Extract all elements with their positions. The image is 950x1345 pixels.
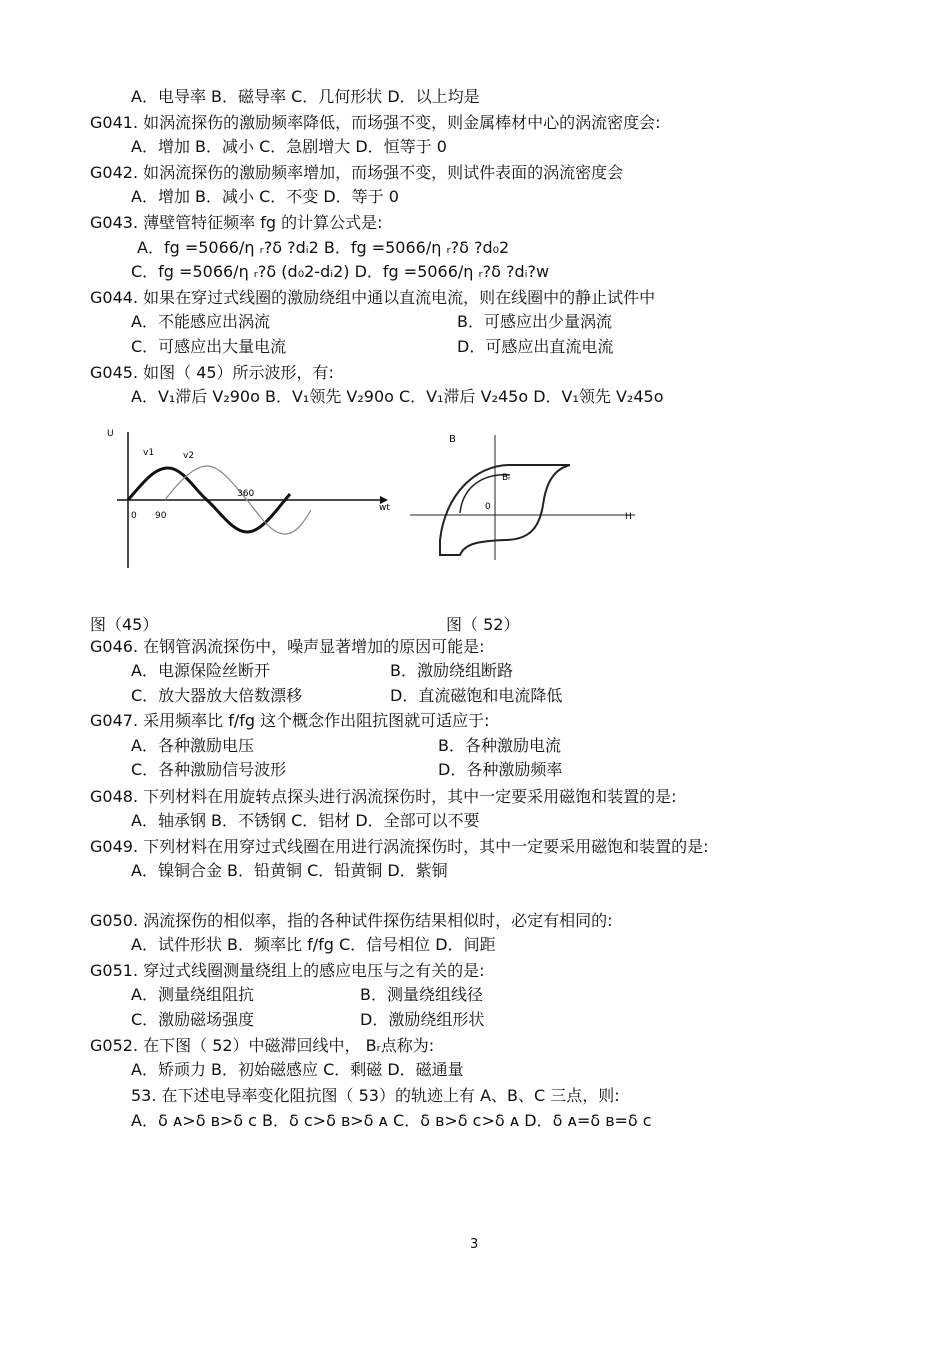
options-g050: A．试件形状 B．频率比 f/fg C．信号相位 D．间距	[131, 935, 496, 954]
options-53: A．δ ᴀ>δ ʙ>δ ᴄ B．δ ᴄ>δ ʙ>δ ᴀ C．δ ʙ>δ ᴄ>δ ᴀ D．δ ᴀ=δ ʙ=δ ᴄ	[131, 1111, 652, 1130]
question-g052: G052. 在下图（ 52）中磁滞回线中， Bᵣ点称为:	[90, 1036, 435, 1055]
question-g047: G047. 采用频率比 f/fg 这个概念作出阻抗图就可适应于:	[90, 711, 490, 730]
br-label: Bᵣ	[502, 473, 511, 483]
option-d: D．可感应出直流电流	[457, 337, 614, 356]
b-label: B	[449, 434, 456, 445]
question-g045: G045. 如图（ 45）所示波形，有:	[90, 363, 334, 382]
h-label: H	[625, 512, 632, 522]
question-g046: G046. 在钢管涡流探伤中，噪声显著增加的原因可能是:	[90, 637, 485, 656]
option-b: B．各种激励电流	[438, 736, 561, 755]
options-g045: A．V₁滞后 V₂90o B．V₁领先 V₂90o C．V₁滞后 V₂45o D．V₁领先 V₂45o	[131, 387, 664, 406]
origin-label: 0	[485, 502, 491, 512]
question-g044: G044. 如果在穿过式线圈的激励绕组中通以直流电流，则在线圈中的静止试件中	[90, 288, 656, 307]
options-g048: A．轴承钢 B．不锈钢 C．铝材 D．全部可以不要	[131, 811, 480, 830]
v2-label: v2	[183, 451, 195, 461]
option-b: B．可感应出少量涡流	[457, 312, 612, 331]
three-sixty-label: 360	[237, 489, 255, 499]
figure-45-waveform	[95, 420, 395, 570]
question-g048: G048. 下列材料在用旋转点探头进行涡流探伤时，其中一定要采用磁饱和装置的是:	[90, 787, 677, 806]
option-c: C．可感应出大量电流	[131, 337, 287, 356]
wt-label: wt	[379, 503, 390, 513]
option-a: A．电源保险丝断开	[131, 661, 270, 680]
options-g043-cd: C．fg =5066/η ᵣ?δ (d₀2-dᵢ2) D．fg =5066/η ᵣ?δ ?dᵢ?w	[131, 262, 550, 281]
question-g050: G050. 涡流探伤的相似率，指的各种试件探伤结果相似时，必定有相同的:	[90, 911, 613, 930]
text-line: A．电导率 B．磁导率 C．几何形状 D．以上均是	[131, 87, 480, 106]
options-g052: A．矫顽力 B．初始磁感应 C．剩磁 D．磁通量	[131, 1060, 464, 1079]
v1-label: v1	[143, 448, 155, 458]
question-g049: G049. 下列材料在用穿过式线圈在用进行涡流探伤时，其中一定要采用磁饱和装置的是:	[90, 837, 709, 856]
page-number: 3	[470, 1237, 479, 1252]
zero-label: 0	[131, 511, 137, 521]
option-c: C．放大器放大倍数漂移	[131, 686, 303, 705]
option-a: A．不能感应出涡流	[131, 312, 270, 331]
question-g043: G043. 薄壁管特征频率 fg 的计算公式是:	[90, 213, 383, 232]
question-g051: G051. 穿过式线圈测量绕组上的感应电压与之有关的是:	[90, 961, 485, 980]
option-c: C．各种激励信号波形	[131, 760, 287, 779]
option-b: B．测量绕组线径	[360, 985, 483, 1004]
options-g049: A．镍铜合金 B．铅黄铜 C．铅黄铜 D．紫铜	[131, 861, 448, 880]
question-g042: G042. 如涡流探伤的激励频率增加，而场强不变，则试件表面的涡流密度会	[90, 163, 624, 182]
options-g041: A．增加 B．减小 C．急剧增大 D．恒等于 0	[131, 137, 447, 156]
question-53: 53. 在下述电导率变化阻抗图（ 53）的轨迹上有 A、B、C 三点，则:	[131, 1086, 620, 1105]
option-b: B．激励绕组断路	[390, 661, 513, 680]
question-g041: G041. 如涡流探伤的激励频率降低，而场强不变，则金属棒材中心的涡流密度会:	[90, 113, 661, 132]
u-label: U	[107, 429, 114, 439]
figure-45-caption: 图（45）	[90, 615, 159, 634]
option-a: A．测量绕组阻抗	[131, 985, 254, 1004]
options-g043-ab: A．fg =5066/η ᵣ?δ ?dᵢ2 B．fg =5066/η ᵣ?δ ?d₀2	[137, 238, 510, 257]
option-d: D．直流磁饱和电流降低	[390, 686, 563, 705]
figure-52-caption: 图（ 52）	[446, 615, 520, 634]
figure-52-hysteresis	[405, 425, 645, 565]
option-d: D．各种激励频率	[438, 760, 563, 779]
ninety-label: 90	[155, 511, 167, 521]
option-c: C．激励磁场强度	[131, 1010, 255, 1029]
option-a: A．各种激励电压	[131, 736, 254, 755]
options-g042: A．增加 B．减小 C．不变 D．等于 0	[131, 187, 399, 206]
option-d: D．激励绕组形状	[360, 1010, 485, 1029]
